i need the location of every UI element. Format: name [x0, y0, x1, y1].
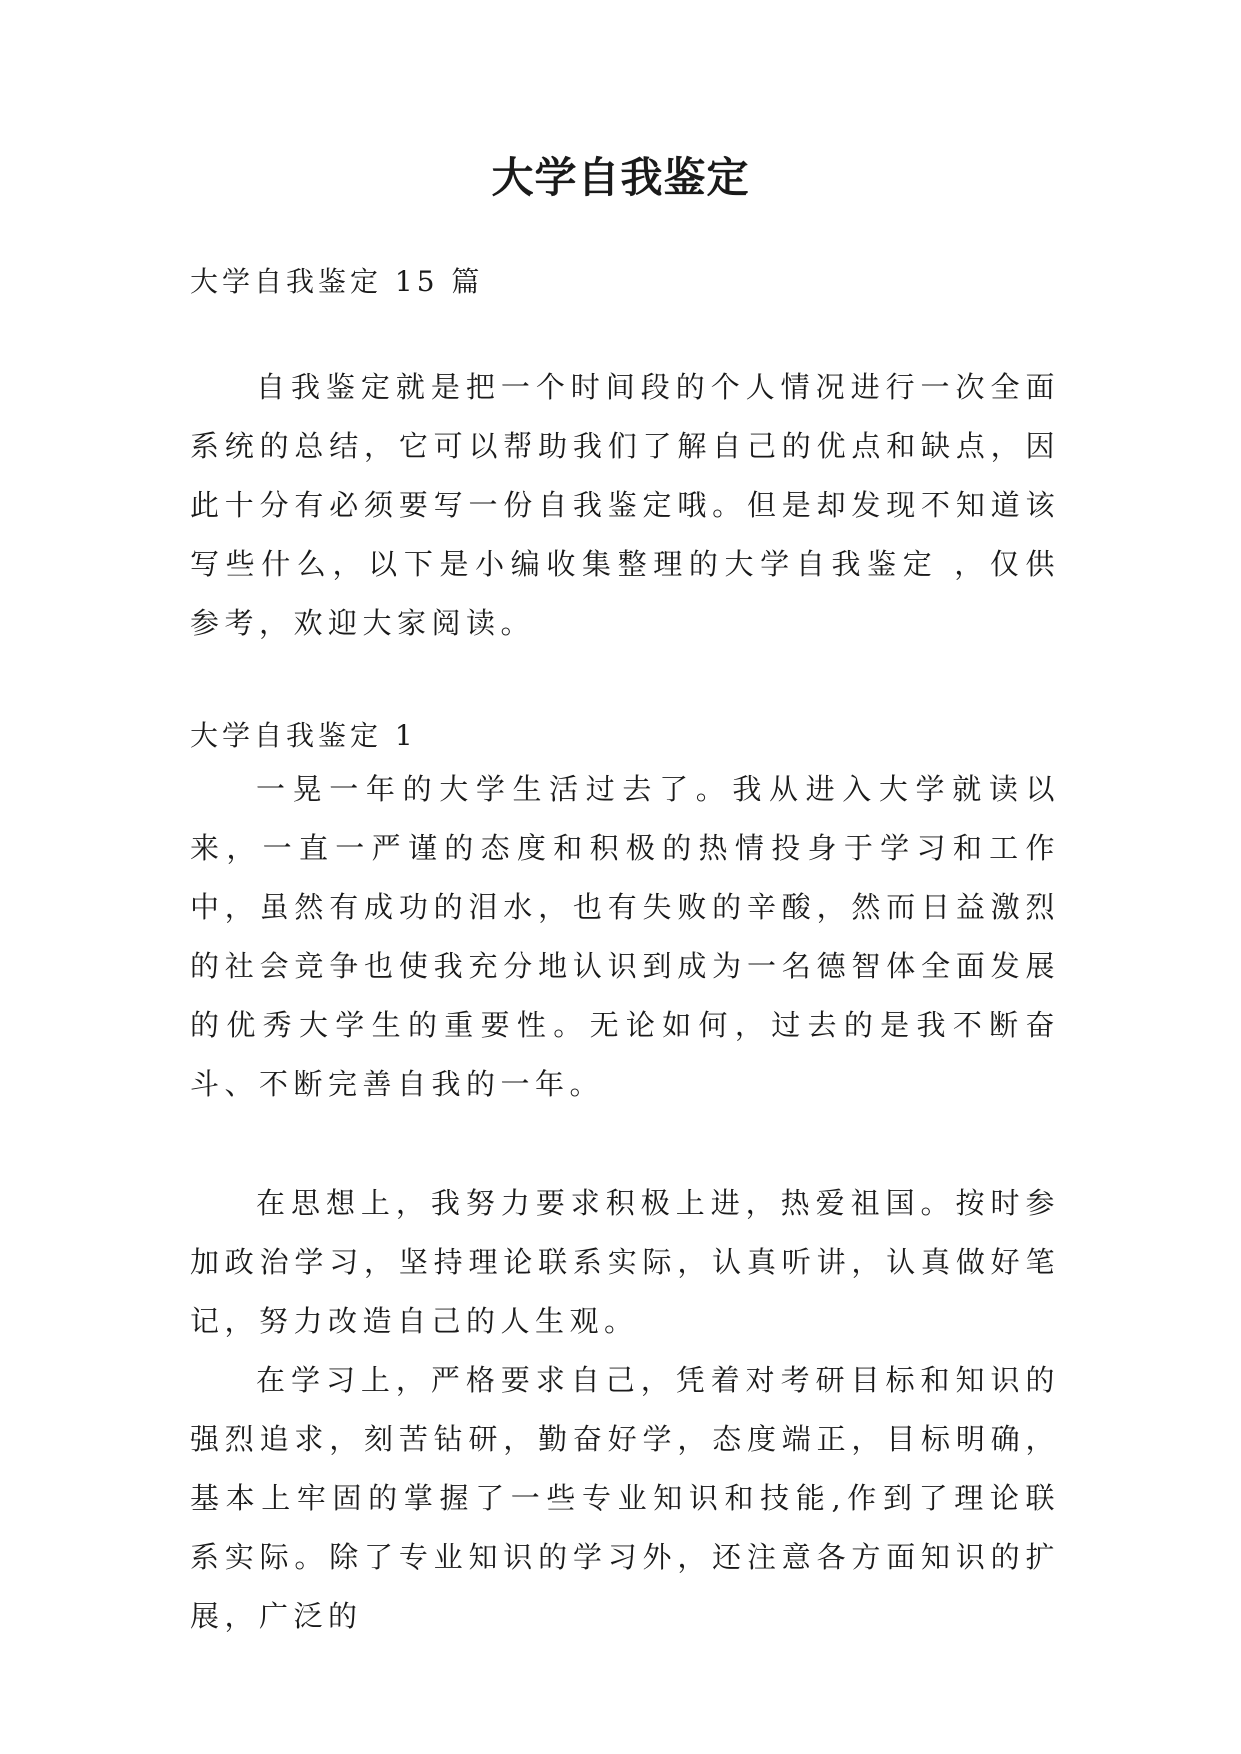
document-title: 大学自我鉴定	[491, 153, 750, 202]
body-paragraph: 一晃一年的大学生活过去了。我从进入大学就读以来，一直一严谨的态度和积极的热情投身于学习和工作中，虽然有成功的泪水，也有失败的辛酸，然而日益激烈的社会竞争也使我充分地认识到成为一名德智体全面发展的优秀大学生的重要性。无论如何，过去的是我不断奋斗、不断完善自我的一年。	[190, 772, 1060, 1101]
body-paragraph: 在思想上，我努力要求积极上进，热爱祖国。按时参加政治学习，坚持理论联系实际，认真听讲，认真做好笔记，努力改造自己的人生观。	[190, 1186, 1060, 1338]
document-subtitle: 大学自我鉴定 15 篇	[190, 265, 484, 298]
body-paragraph: 在学习上，严格要求自己，凭着对考研目标和知识的强烈追求，刻苦钻研，勤奋好学，态度端正，目标明确，基本上牢固的掌握了一些专业知识和技能,作到了理论联系实际。除了专业知识的学习外，还注意各方面知识的扩展，广泛的	[190, 1363, 1060, 1633]
section-heading: 大学自我鉴定 1	[190, 719, 417, 752]
intro-paragraph: 自我鉴定就是把一个时间段的个人情况进行一次全面系统的总结，它可以帮助我们了解自己的优点和缺点，因此十分有必须要写一份自我鉴定哦。但是却发现不知道该写些什么，以下是小编收集整理的大学自我鉴定 ，仅供参考，欢迎大家阅读。	[190, 370, 1060, 640]
